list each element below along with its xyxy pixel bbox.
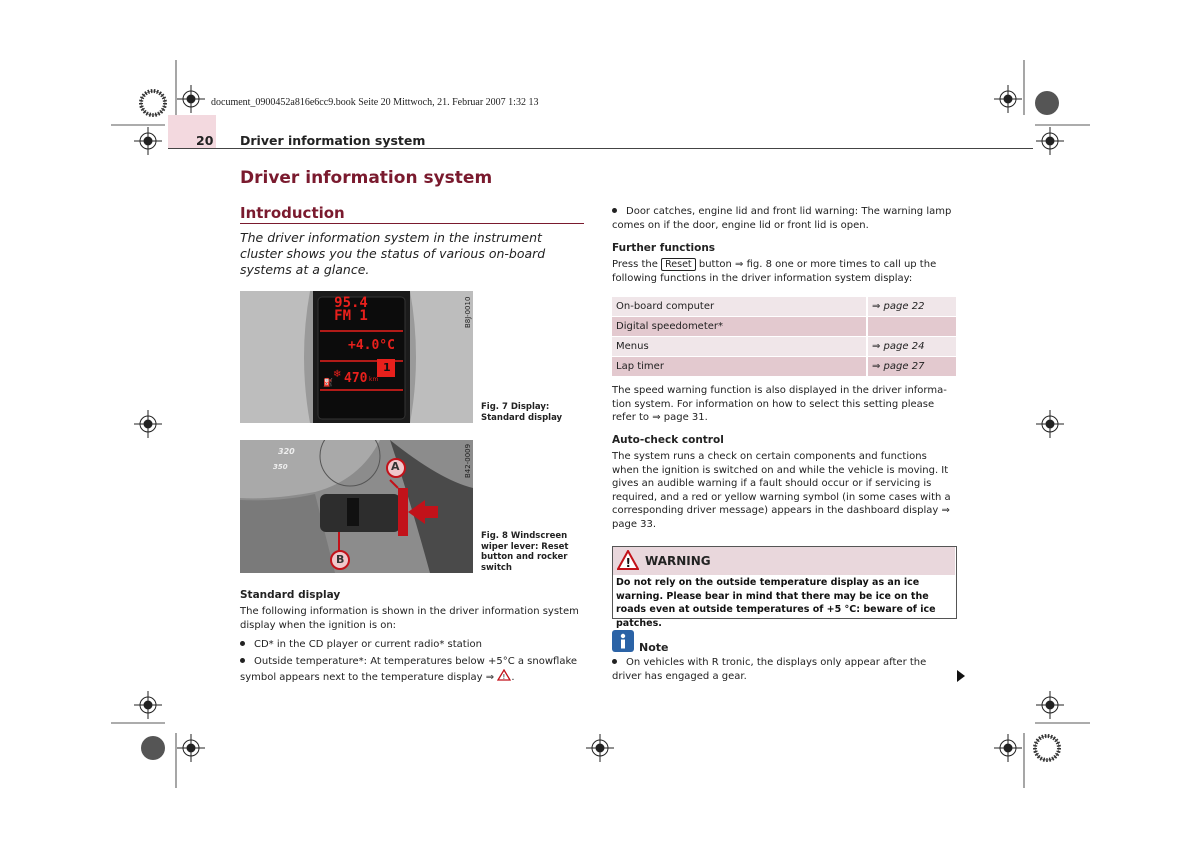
bullet-text: CD* in the CD player or current radio* station xyxy=(254,639,482,650)
bullet-text: On vehicles with R tronic, the displays only appear after the driver has engaged a gear. xyxy=(612,657,927,682)
page-reference-link[interactable]: ⇒ page 22 xyxy=(867,297,956,317)
display-range-unit: km xyxy=(369,376,379,383)
autocheck-heading: Auto-check control xyxy=(612,434,724,446)
figure-8-code: B42-0009 xyxy=(464,443,472,478)
bullet-text: Outside temperature*: At temperatures below +5°C a snowflake symbol appears next to the temperature display ⇒ xyxy=(240,656,578,683)
figure-7-code: B8J-0010 xyxy=(464,296,472,328)
fuel-icon: ⛽ xyxy=(323,378,333,387)
further-text-post: button ⇒ fig. 8 one or more times to call up the following functions in the driver information system display: xyxy=(612,259,937,284)
display-temperature: +4.0°C xyxy=(348,338,395,353)
function-name: Digital speedometer* xyxy=(612,317,867,337)
header-rule xyxy=(168,148,1033,149)
wiper-lever-illustration xyxy=(240,440,473,573)
label-a: A xyxy=(391,460,400,473)
bullet-text: Door catches, engine lid and front lid warning: The warning lamp comes on if the door, engine lid or front lid is open. xyxy=(612,206,952,231)
autocheck-text: The system runs a check on certain components and functions when the ignition is switched on and while the vehicle is moving. It gives an audible warning if a fault should occur or if servicing is required, and a red or yellow warning symbol (in some cases with a corresponding driver message) appears in the dashboard display ⇒ page 33. xyxy=(612,451,951,530)
page-reference-link[interactable]: ⇒ page 24 xyxy=(867,337,956,357)
svg-text:!: ! xyxy=(502,672,506,681)
further-functions-text xyxy=(612,258,956,285)
table-row xyxy=(612,337,956,357)
warning-text: Do not rely on the outside temperature display as an ice warning. Please bear in mind that there may be ice on the roads even at outside temperatures of +5 °C: beware of ice patches. xyxy=(616,577,936,629)
snowflake-icon: ❄ xyxy=(333,369,342,380)
section-rule xyxy=(240,223,584,224)
display-frequency: 95.4 xyxy=(334,295,368,311)
list-item xyxy=(612,656,956,683)
table-row xyxy=(612,297,956,317)
speed-warning-text: The speed warning function is also displayed in the driver informa-tion system. For information on how to select this setting please refer to ⇒ page 31. xyxy=(612,385,947,423)
standard-display-heading: Standard display xyxy=(240,589,341,601)
further-functions-heading: Further functions xyxy=(612,242,716,254)
page-reference-link[interactable]: ⇒ page 27 xyxy=(867,357,956,377)
bullet-dot xyxy=(240,641,245,646)
function-name: On-board computer xyxy=(612,297,867,317)
display-range: 470 xyxy=(344,371,368,386)
list-item: Outside temperature*: At temperatures below +5°C a snowflake symbol appears next to the temperature display ⇒ ! . xyxy=(240,656,578,683)
display-radio xyxy=(318,297,384,323)
label-b: B xyxy=(336,553,345,566)
section-heading: Introduction xyxy=(240,204,345,222)
reset-key: Reset xyxy=(661,258,696,271)
standard-display-text: The following information is shown in the driver information system display when the ignition is on: xyxy=(240,606,579,631)
figure-8-caption: Fig. 8 Windscreen wiper lever: Reset button and rocker switch xyxy=(481,531,569,573)
book-file-line: document_0900452a816e6cc9.book Seite 20 Mittwoch, 21. Februar 2007 1:32 13 xyxy=(211,97,539,108)
page-title: Driver information system xyxy=(240,168,493,188)
bullet-dot xyxy=(240,658,245,663)
functions-table xyxy=(612,297,956,377)
function-name: Menus xyxy=(612,337,867,357)
bullet-dot xyxy=(612,659,617,664)
speed-mark-350: 350 xyxy=(273,463,288,471)
further-text-pre: Press the xyxy=(612,259,658,270)
page-reference-link xyxy=(867,317,956,337)
note-title: Note xyxy=(639,641,669,654)
table-row xyxy=(612,317,956,337)
list-item xyxy=(240,638,584,652)
warning-triangle-icon xyxy=(617,550,639,570)
running-head: Driver information system xyxy=(240,133,426,148)
continue-arrow-icon xyxy=(957,670,965,682)
list-item xyxy=(612,205,956,232)
page-number: 20 xyxy=(196,133,214,148)
figure-8-image xyxy=(240,440,473,573)
warning-title: WARNING xyxy=(645,554,711,568)
speed-mark-320: 320 xyxy=(278,447,295,456)
svg-text:!: ! xyxy=(625,556,631,570)
warning-triangle-icon xyxy=(497,669,511,681)
bullet-dot xyxy=(612,208,617,213)
intro-text: The driver information system in the instrument cluster shows you the status of various on-board systems at a glance. xyxy=(240,230,546,277)
display-band: FM 1 xyxy=(334,308,368,324)
table-row xyxy=(612,357,956,377)
display-gear: 1 xyxy=(383,361,391,374)
figure-7-caption: Fig. 7 Display: Standard display xyxy=(481,402,563,423)
info-icon xyxy=(612,630,634,652)
function-name: Lap timer xyxy=(612,357,867,377)
